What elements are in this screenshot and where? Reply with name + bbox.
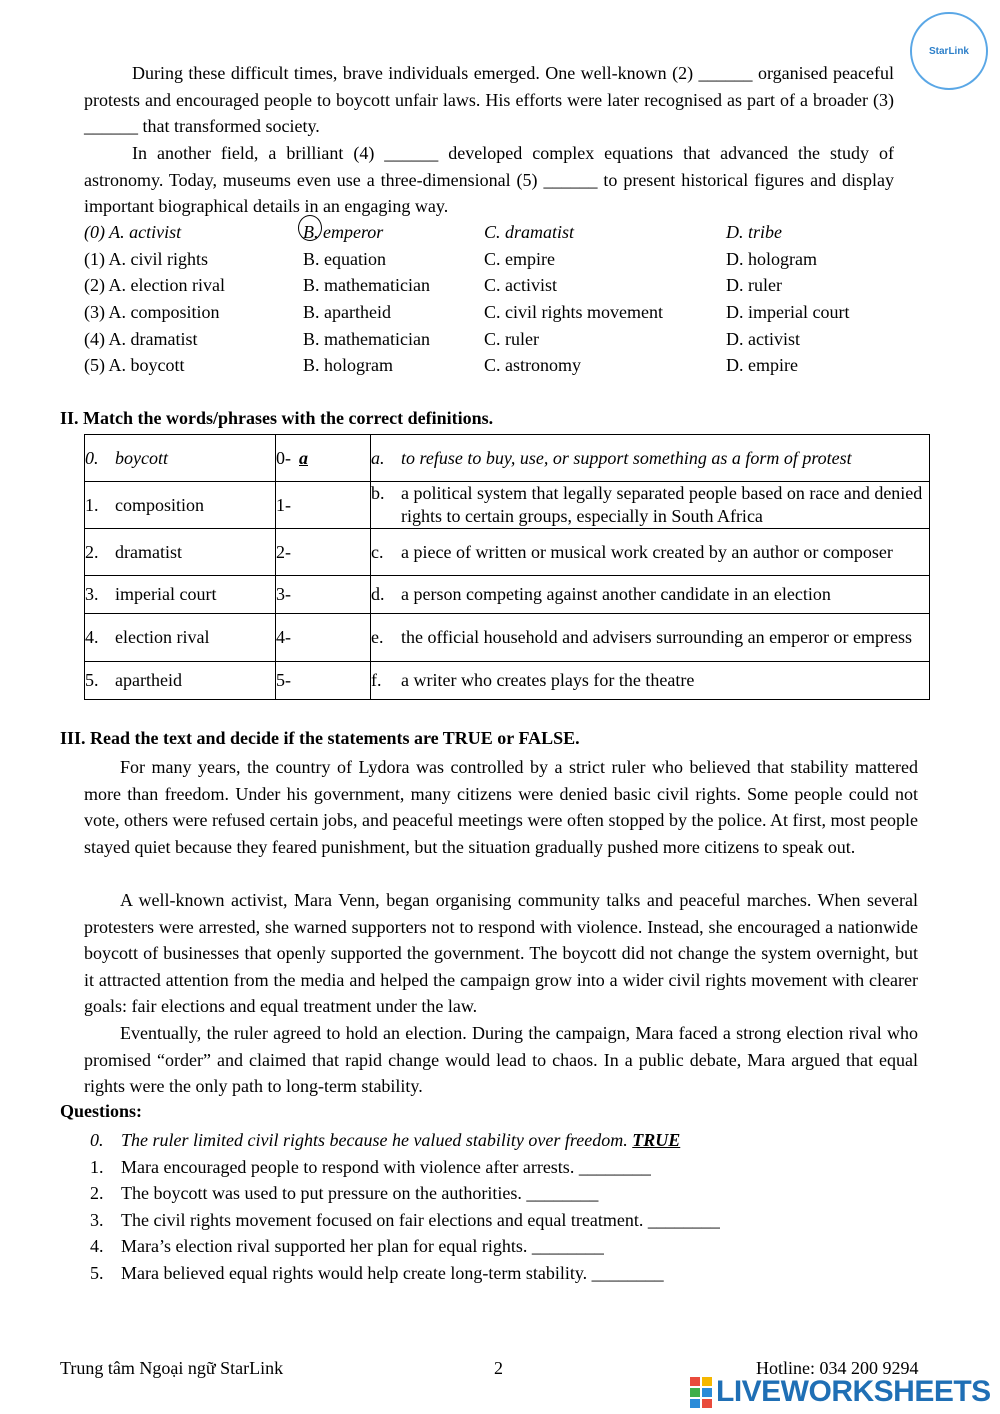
option-b[interactable]: B. apartheid	[303, 302, 391, 322]
option-c[interactable]: C. astronomy	[484, 355, 581, 375]
section-3-heading: III. Read the text and decide if the statements are TRUE or FALSE.	[60, 728, 580, 748]
definition-cell: a. to refuse to buy, use, or support something as a form of protest	[371, 435, 930, 482]
reading-paragraph-3: Eventually, the ruler agreed to hold an election. During the campaign, Mara faced a strong election rival who promised “order” and claimed that rapid change would lead to chaos. In a public debate, Mara argued that equal rights were the only path to long-term stability.	[84, 1023, 918, 1097]
option-a[interactable]: (5) A. boycott	[84, 355, 185, 375]
definition-cell: c. a piece of written or musical work created by an author or composer	[371, 529, 930, 576]
list-item[interactable]: 3. The civil rights movement focused on fair elections and equal treatment. ________	[90, 1209, 720, 1230]
answer-input-cell[interactable]: 5-	[276, 662, 371, 700]
option-row-1	[84, 246, 924, 273]
table-row	[85, 614, 930, 662]
definition-cell: f. a writer who creates plays for the theatre	[371, 662, 930, 700]
table-row	[85, 662, 930, 700]
liveworksheets-logo	[690, 1376, 991, 1408]
section-2-heading: II. Match the words/phrases with the correct definitions.	[60, 408, 494, 428]
option-row-3	[84, 299, 924, 326]
option-d[interactable]: D. imperial court	[726, 302, 850, 322]
list-item: 0. The ruler limited civil rights because he valued stability over freedom. TRUE	[90, 1130, 681, 1150]
table-row	[85, 482, 930, 529]
option-b[interactable]: B. mathematician	[303, 329, 430, 349]
passage-paragraph-1: During these difficult times, brave individuals emerged. One well-known (2) ______ organised peaceful protests and encouraged people to boycott unfair laws. His efforts were later recognised as part of a broader (3) ______ that transformed society.	[84, 63, 894, 137]
option-a[interactable]: (2) A. election rival	[84, 275, 225, 295]
term-cell: 3. imperial court	[85, 576, 276, 614]
answer-input-cell[interactable]: 2-	[276, 529, 371, 576]
option-c[interactable]: C. empire	[484, 249, 555, 269]
option-c[interactable]: C. activist	[484, 275, 557, 295]
reading-paragraph-1: For many years, the country of Lydora was controlled by a strict ruler who believed that stability mattered more than freedom. Under his government, many citizens were denied basic civil rights. Some people could not vote, others were refused certain jobs, and peaceful meetings were often stopped by the police. At first, most people stayed quiet because they feared punishment, but the situation gradually pushed more citizens to speak out.	[84, 757, 918, 857]
answer-input-cell[interactable]: 4-	[276, 614, 371, 662]
liveworksheets-wordmark: LIVEWORKSHEETS	[716, 1375, 991, 1408]
liveworksheets-blocks-icon	[690, 1377, 712, 1408]
option-d[interactable]: D. activist	[726, 329, 800, 349]
option-b[interactable]: B. mathematician	[303, 275, 430, 295]
table-row	[85, 576, 930, 614]
option-b[interactable]: B. hologram	[303, 355, 393, 375]
question-list	[90, 1127, 720, 1287]
option-row-5	[84, 352, 924, 379]
answer-input-cell[interactable]: 3-	[276, 576, 371, 614]
option-b[interactable]: B. equation	[303, 249, 386, 269]
option-d: D. tribe	[726, 222, 782, 242]
term-cell: 1. composition	[85, 482, 276, 529]
example-answer-circle	[298, 215, 322, 241]
reading-paragraph-2: A well-known activist, Mara Venn, began organising community talks and peaceful marches. When several protesters were arrested, she warned supporters not to respond with violence. Instead, she encouraged a nationwide boycott of businesses that openly supported the government. The boycott did not change the system overnight, but it attracted attention from the media and helped the campaign grow into a wider civil rights movement with clearer goals: fair elections and equal treatment under the law.	[84, 890, 918, 1017]
answer-input-cell[interactable]: 1-	[276, 482, 371, 529]
term-cell: 4. election rival	[85, 614, 276, 662]
option-c: C. dramatist	[484, 222, 575, 242]
option-a[interactable]: (1) A. civil rights	[84, 249, 208, 269]
term-cell: 0. boycott	[85, 435, 276, 482]
matching-table	[84, 434, 930, 700]
table-row	[85, 529, 930, 576]
page-number: 2	[494, 1358, 503, 1378]
answer-cell: 0- a	[276, 435, 371, 482]
footer-hotline: Hotline: 034 200 9294	[756, 1358, 919, 1378]
option-a[interactable]: (4) A. dramatist	[84, 329, 198, 349]
definition-cell: e. the official household and advisers surrounding an emperor or empress	[371, 614, 930, 662]
table-row	[85, 435, 930, 482]
option-c[interactable]: C. civil rights movement	[484, 302, 663, 322]
option-c[interactable]: C. ruler	[484, 329, 539, 349]
option-row-4	[84, 326, 924, 353]
list-item[interactable]: 2. The boycott was used to put pressure on the authorities. ________	[90, 1183, 599, 1204]
option-d[interactable]: D. empire	[726, 355, 798, 375]
option-a[interactable]: (3) A. composition	[84, 302, 220, 322]
option-row-2	[84, 272, 924, 299]
term-cell: 5. apartheid	[85, 662, 276, 700]
option-a: (0) A. activist	[84, 222, 182, 242]
term-cell: 2. dramatist	[85, 529, 276, 576]
definition-cell: d. a person competing against another candidate in an election	[371, 576, 930, 614]
footer-center-name: Trung tâm Ngoại ngữ StarLink	[60, 1358, 284, 1378]
option-b: B. emperor	[303, 222, 384, 242]
passage-paragraph-2: In another field, a brilliant (4) ______ developed complex equations that advanced the study of astronomy. Today, museums even use a three-dimensional (5) ______ to present historical figures and display important biographical details in an engaging way.	[84, 143, 894, 217]
definition-cell: b. a political system that legally separated people based on race and denied rights to certain groups, especially in South Africa	[371, 482, 930, 529]
option-d[interactable]: D. ruler	[726, 275, 782, 295]
list-item[interactable]: 5. Mara believed equal rights would help create long-term stability. ________	[90, 1262, 664, 1283]
list-item[interactable]: 1. Mara encouraged people to respond with violence after arrests. ________	[90, 1156, 651, 1177]
option-row-0	[84, 219, 924, 246]
example-answer-true: TRUE	[632, 1130, 681, 1150]
example-answer: a	[299, 447, 308, 468]
option-d[interactable]: D. hologram	[726, 249, 817, 269]
logo-text: StarLink	[928, 45, 969, 57]
starlink-logo	[910, 12, 988, 90]
questions-label: Questions:	[60, 1101, 143, 1121]
list-item[interactable]: 4. Mara’s election rival supported her plan for equal rights. ________	[90, 1236, 604, 1257]
